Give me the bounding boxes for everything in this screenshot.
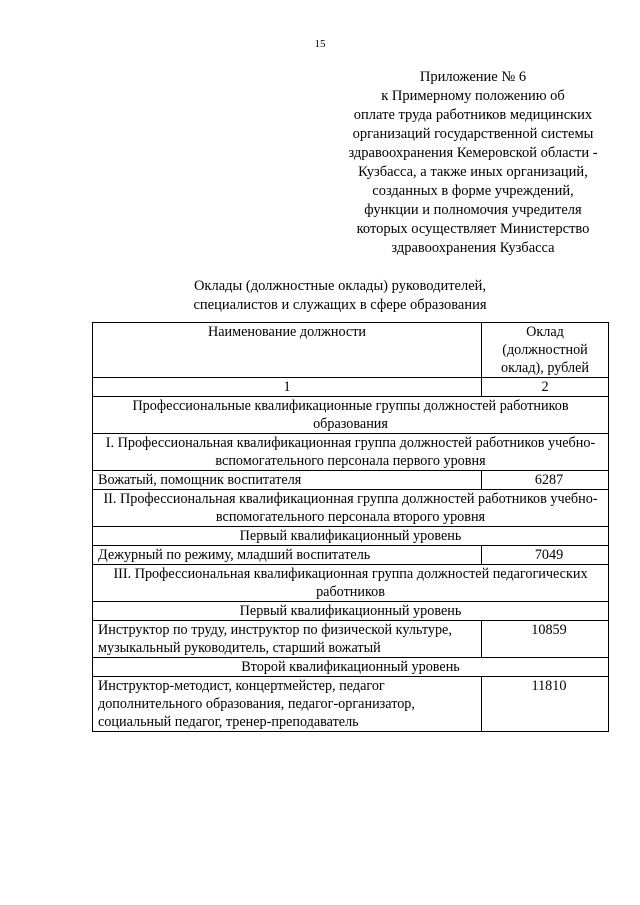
header-position-name: Наименование должности bbox=[93, 323, 482, 378]
position-name: Вожатый, помощник воспитателя bbox=[93, 471, 482, 490]
table-row bbox=[93, 471, 609, 490]
column-number-row bbox=[93, 378, 609, 397]
appendix-line: здравоохранения Кузбасса bbox=[391, 240, 555, 256]
column-number-2: 2 bbox=[482, 378, 609, 397]
header-salary: Оклад (должностной оклад), рублей bbox=[482, 323, 609, 378]
salary-value bbox=[482, 471, 609, 490]
salary-value bbox=[482, 621, 609, 658]
appendix-line: Кузбасса, а также иных организаций, bbox=[358, 164, 588, 180]
salary-value-text: 6287 bbox=[534, 472, 564, 488]
appendix-line: которых осуществляет Министерство bbox=[356, 221, 590, 237]
group-title-row bbox=[93, 565, 609, 602]
appendix-line: оплате труда работников медицинских bbox=[353, 107, 593, 123]
group-1-title: I. Профессиональная квалификационная группа должностей работников учебно-вспомогательного персонала первого уровня bbox=[93, 434, 609, 471]
appendix-line: Приложение № 6 bbox=[419, 69, 527, 85]
appendix-line: функции и полномочия учредителя bbox=[364, 202, 582, 218]
appendix-line: организаций государственной системы bbox=[352, 126, 594, 142]
salary-value-text: 10859 bbox=[531, 622, 567, 638]
level-title-row bbox=[93, 527, 609, 546]
salary-value-text: 7049 bbox=[534, 547, 564, 563]
table-header-row bbox=[93, 323, 609, 378]
table-row bbox=[93, 546, 609, 565]
salary-value bbox=[482, 546, 609, 565]
salary-value-text: 11810 bbox=[531, 678, 567, 694]
table-title bbox=[150, 277, 530, 315]
group-title-row bbox=[93, 434, 609, 471]
appendix-line: к Примерному положению об bbox=[381, 88, 565, 104]
group-2-level-1-title: Первый квалификационный уровень bbox=[93, 527, 609, 546]
table-title-line: специалистов и служащих в сфере образования bbox=[193, 297, 487, 313]
appendix-line: здравоохранения Кемеровской области - bbox=[348, 145, 598, 161]
group-3-level-1-title: Первый квалификационный уровень bbox=[93, 602, 609, 621]
table-row bbox=[93, 621, 609, 658]
group-2-title: II. Профессиональная квалификационная группа должностей работников учебно-вспомогательного персонала второго уровня bbox=[93, 490, 609, 527]
group-3-level-2-title: Второй квалификационный уровень bbox=[93, 658, 609, 677]
section-title: Профессиональные квалификационные группы должностей работников образования bbox=[93, 397, 609, 434]
page-number: 15 bbox=[314, 38, 326, 50]
salary-table bbox=[92, 322, 609, 732]
table-title-line: Оклады (должностные оклады) руководителей, bbox=[193, 278, 487, 294]
group-3-title: III. Профессиональная квалификационная группа должностей педагогических работников bbox=[93, 565, 609, 602]
appendix-heading bbox=[338, 68, 608, 258]
section-title-row bbox=[93, 397, 609, 434]
level-title-row bbox=[93, 602, 609, 621]
position-name: Инструктор по труду, инструктор по физической культуре, музыкальный руководитель, старший вожатый bbox=[93, 621, 482, 658]
salary-value bbox=[482, 677, 609, 732]
appendix-line: созданных в форме учреждений, bbox=[372, 183, 574, 199]
position-name: Дежурный по режиму, младший воспитатель bbox=[93, 546, 482, 565]
level-title-row bbox=[93, 658, 609, 677]
position-name: Инструктор-методист, концертмейстер, педагог дополнительного образования, педагог-организатор, социальный педагог, тренер-преподаватель bbox=[93, 677, 482, 732]
table-row bbox=[93, 677, 609, 732]
group-title-row bbox=[93, 490, 609, 527]
column-number-1: 1 bbox=[93, 378, 482, 397]
